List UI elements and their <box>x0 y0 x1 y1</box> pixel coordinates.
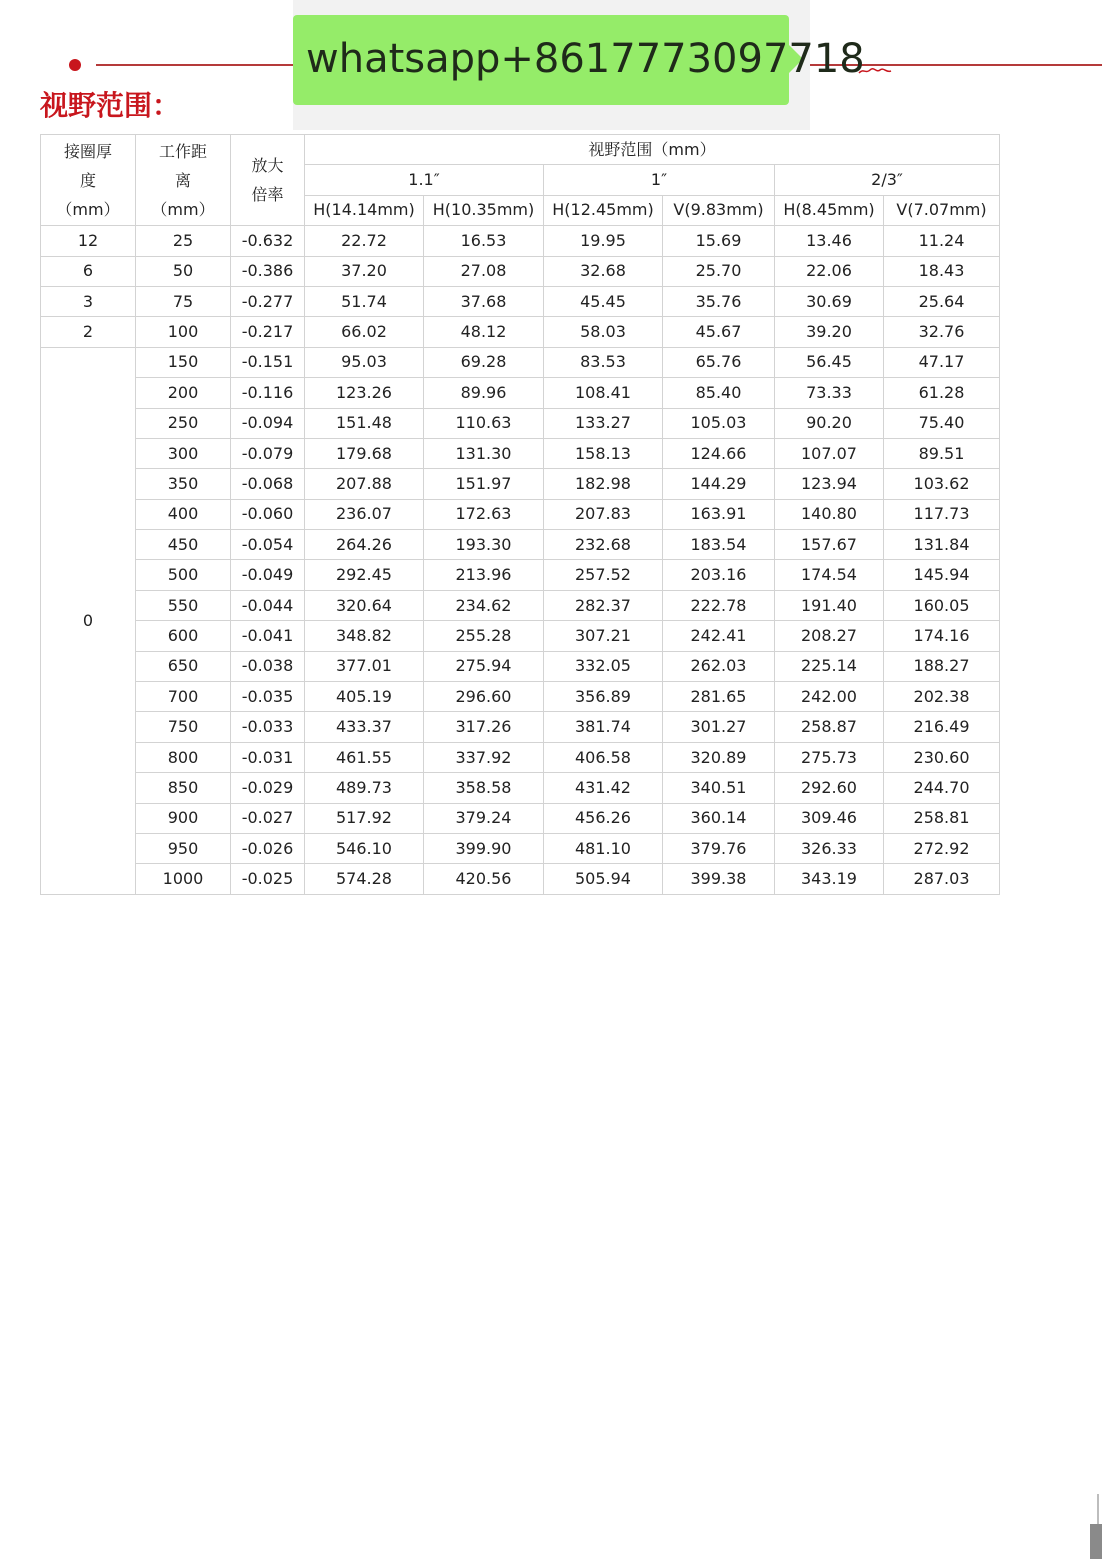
table-row <box>41 438 1000 468</box>
cell-fov-value: 95.03 <box>305 347 424 377</box>
watermark-text: whatsapp+8617773097718 <box>306 36 865 82</box>
table-row <box>41 621 1000 651</box>
cell-fov-value: 230.60 <box>884 742 1000 772</box>
cell-fov-value: 172.63 <box>424 499 544 529</box>
cell-fov-value: 174.54 <box>775 560 884 590</box>
cell-fov-value: 133.27 <box>544 408 663 438</box>
cell-fov-value: 309.46 <box>775 803 884 833</box>
cell-fov-value: 381.74 <box>544 712 663 742</box>
table-row <box>41 682 1000 712</box>
section-title: 视野范围： <box>40 89 181 122</box>
cell-fov-value: 51.74 <box>305 286 424 316</box>
cell-fov-value: 348.82 <box>305 621 424 651</box>
fov-table <box>40 134 1000 895</box>
cell-fov-value: 182.98 <box>544 469 663 499</box>
cell-magnification: -0.094 <box>231 408 305 438</box>
cell-fov-value: 174.16 <box>884 621 1000 651</box>
cell-distance: 25 <box>136 226 231 256</box>
cell-magnification: -0.029 <box>231 773 305 803</box>
cell-fov-value: 236.07 <box>305 499 424 529</box>
cell-fov-value: 420.56 <box>424 864 544 894</box>
cell-fov-value: 83.53 <box>544 347 663 377</box>
cell-fov-value: 90.20 <box>775 408 884 438</box>
cell-fov-value: 110.63 <box>424 408 544 438</box>
table-row <box>41 560 1000 590</box>
cell-magnification: -0.033 <box>231 712 305 742</box>
cell-fov-value: 27.08 <box>424 256 544 286</box>
cell-distance: 800 <box>136 742 231 772</box>
scrollbar-track[interactable] <box>1097 1494 1099 1524</box>
table-row <box>41 803 1000 833</box>
cell-magnification: -0.025 <box>231 864 305 894</box>
cell-fov-value: 244.70 <box>884 773 1000 803</box>
table-row <box>41 651 1000 681</box>
header-spacer-thickness <box>41 135 136 226</box>
cell-fov-value: 505.94 <box>544 864 663 894</box>
cell-fov-value: 399.38 <box>663 864 775 894</box>
cell-spacer: 6 <box>41 256 136 286</box>
cell-magnification: -0.041 <box>231 621 305 651</box>
cell-magnification: -0.632 <box>231 226 305 256</box>
cell-magnification: -0.026 <box>231 833 305 863</box>
cell-fov-value: 61.28 <box>884 378 1000 408</box>
cell-distance: 400 <box>136 499 231 529</box>
cell-fov-value: 275.94 <box>424 651 544 681</box>
header-sensor-1-1: 1.1″ <box>305 165 544 195</box>
table-row <box>41 530 1000 560</box>
cell-fov-value: 326.33 <box>775 833 884 863</box>
cell-fov-value: 258.81 <box>884 803 1000 833</box>
cell-fov-value: 48.12 <box>424 317 544 347</box>
cell-magnification: -0.151 <box>231 347 305 377</box>
cell-fov-value: 105.03 <box>663 408 775 438</box>
cell-fov-value: 193.30 <box>424 530 544 560</box>
cell-fov-value: 332.05 <box>544 651 663 681</box>
cell-fov-value: 131.30 <box>424 438 544 468</box>
cell-fov-value: 287.03 <box>884 864 1000 894</box>
header-dim: V(9.83mm) <box>663 195 775 225</box>
cell-fov-value: 292.60 <box>775 773 884 803</box>
cell-fov-value: 301.27 <box>663 712 775 742</box>
cell-distance: 200 <box>136 378 231 408</box>
cell-fov-value: 22.72 <box>305 226 424 256</box>
table-row <box>41 773 1000 803</box>
header-spacer-line-1: 接圈厚 <box>63 141 112 161</box>
cell-fov-value: 69.28 <box>424 347 544 377</box>
cell-fov-value: 202.38 <box>884 682 1000 712</box>
cell-distance: 900 <box>136 803 231 833</box>
cell-fov-value: 117.73 <box>884 499 1000 529</box>
table-row <box>41 256 1000 286</box>
cell-fov-value: 13.46 <box>775 226 884 256</box>
cell-distance: 700 <box>136 682 231 712</box>
cell-fov-value: 45.45 <box>544 286 663 316</box>
cell-fov-value: 25.70 <box>663 256 775 286</box>
header-fov-group: 视野范围（mm） <box>305 135 1000 165</box>
cell-fov-value: 107.07 <box>775 438 884 468</box>
cell-fov-value: 272.92 <box>884 833 1000 863</box>
decor-dot <box>69 59 81 71</box>
cell-fov-value: 546.10 <box>305 833 424 863</box>
table-row <box>41 833 1000 863</box>
cell-spacer: 0 <box>41 347 136 894</box>
cell-fov-value: 574.28 <box>305 864 424 894</box>
cell-fov-value: 75.40 <box>884 408 1000 438</box>
cell-fov-value: 15.69 <box>663 226 775 256</box>
header-dim: H(8.45mm) <box>775 195 884 225</box>
cell-fov-value: 317.26 <box>424 712 544 742</box>
cell-fov-value: 234.62 <box>424 590 544 620</box>
cell-magnification: -0.035 <box>231 682 305 712</box>
cell-fov-value: 32.76 <box>884 317 1000 347</box>
cell-distance: 750 <box>136 712 231 742</box>
header-spacer-line-2: 度 <box>79 170 96 190</box>
cell-fov-value: 358.58 <box>424 773 544 803</box>
header-spacer-line-3: （mm） <box>56 199 120 219</box>
cell-fov-value: 461.55 <box>305 742 424 772</box>
cell-fov-value: 73.33 <box>775 378 884 408</box>
cell-fov-value: 431.42 <box>544 773 663 803</box>
cell-fov-value: 405.19 <box>305 682 424 712</box>
cell-magnification: -0.049 <box>231 560 305 590</box>
cell-fov-value: 356.89 <box>544 682 663 712</box>
cell-fov-value: 433.37 <box>305 712 424 742</box>
cell-fov-value: 144.29 <box>663 469 775 499</box>
cell-fov-value: 163.91 <box>663 499 775 529</box>
cell-distance: 350 <box>136 469 231 499</box>
cell-magnification: -0.116 <box>231 378 305 408</box>
cell-fov-value: 157.67 <box>775 530 884 560</box>
cell-fov-value: 207.83 <box>544 499 663 529</box>
cell-fov-value: 320.64 <box>305 590 424 620</box>
table-row <box>41 499 1000 529</box>
cell-fov-value: 207.88 <box>305 469 424 499</box>
cell-fov-value: 377.01 <box>305 651 424 681</box>
cell-fov-value: 66.02 <box>305 317 424 347</box>
cell-magnification: -0.038 <box>231 651 305 681</box>
cell-distance: 1000 <box>136 864 231 894</box>
cell-magnification: -0.054 <box>231 530 305 560</box>
cell-fov-value: 140.80 <box>775 499 884 529</box>
cell-fov-value: 56.45 <box>775 347 884 377</box>
header-mag-line-2: 倍率 <box>251 185 284 205</box>
cell-fov-value: 399.90 <box>424 833 544 863</box>
cell-fov-value: 216.49 <box>884 712 1000 742</box>
cell-fov-value: 145.94 <box>884 560 1000 590</box>
header-mag-line-1: 放大 <box>251 156 284 176</box>
cell-fov-value: 489.73 <box>305 773 424 803</box>
cell-fov-value: 242.41 <box>663 621 775 651</box>
cell-fov-value: 18.43 <box>884 256 1000 286</box>
cell-fov-value: 123.94 <box>775 469 884 499</box>
cell-fov-value: 517.92 <box>305 803 424 833</box>
cell-distance: 450 <box>136 530 231 560</box>
cell-distance: 300 <box>136 438 231 468</box>
cell-fov-value: 379.24 <box>424 803 544 833</box>
cell-fov-value: 37.20 <box>305 256 424 286</box>
header-distance-line-2: 离 <box>174 170 191 190</box>
scrollbar-thumb[interactable] <box>1090 1524 1102 1559</box>
cell-fov-value: 85.40 <box>663 378 775 408</box>
cell-magnification: -0.068 <box>231 469 305 499</box>
table-row <box>41 317 1000 347</box>
cell-fov-value: 11.24 <box>884 226 1000 256</box>
cell-fov-value: 222.78 <box>663 590 775 620</box>
cell-fov-value: 45.67 <box>663 317 775 347</box>
cell-fov-value: 65.76 <box>663 347 775 377</box>
cell-distance: 550 <box>136 590 231 620</box>
cell-magnification: -0.079 <box>231 438 305 468</box>
cell-magnification: -0.031 <box>231 742 305 772</box>
table-row <box>41 408 1000 438</box>
cell-fov-value: 131.84 <box>884 530 1000 560</box>
cell-magnification: -0.027 <box>231 803 305 833</box>
cell-magnification: -0.044 <box>231 590 305 620</box>
cell-fov-value: 258.87 <box>775 712 884 742</box>
header-dim: H(12.45mm) <box>544 195 663 225</box>
cell-fov-value: 255.28 <box>424 621 544 651</box>
cell-fov-value: 275.73 <box>775 742 884 772</box>
cell-fov-value: 281.65 <box>663 682 775 712</box>
table-row <box>41 347 1000 377</box>
cell-fov-value: 16.53 <box>424 226 544 256</box>
cell-magnification: -0.386 <box>231 256 305 286</box>
cell-spacer: 12 <box>41 226 136 256</box>
cell-fov-value: 232.68 <box>544 530 663 560</box>
cell-fov-value: 343.19 <box>775 864 884 894</box>
cell-fov-value: 30.69 <box>775 286 884 316</box>
cell-fov-value: 151.97 <box>424 469 544 499</box>
header-working-distance <box>136 135 231 226</box>
cell-fov-value: 481.10 <box>544 833 663 863</box>
cell-distance: 150 <box>136 347 231 377</box>
table-row <box>41 286 1000 316</box>
cell-fov-value: 225.14 <box>775 651 884 681</box>
cell-fov-value: 160.05 <box>884 590 1000 620</box>
cell-fov-value: 123.26 <box>305 378 424 408</box>
cell-distance: 250 <box>136 408 231 438</box>
cell-fov-value: 124.66 <box>663 438 775 468</box>
cell-fov-value: 25.64 <box>884 286 1000 316</box>
cell-fov-value: 103.62 <box>884 469 1000 499</box>
table-row <box>41 469 1000 499</box>
header-magnification <box>231 135 305 226</box>
table-row <box>41 226 1000 256</box>
cell-fov-value: 360.14 <box>663 803 775 833</box>
cell-fov-value: 296.60 <box>424 682 544 712</box>
header-dim: H(14.14mm) <box>305 195 424 225</box>
cell-distance: 650 <box>136 651 231 681</box>
cell-fov-value: 39.20 <box>775 317 884 347</box>
cell-fov-value: 32.68 <box>544 256 663 286</box>
cell-distance: 100 <box>136 317 231 347</box>
table-row <box>41 742 1000 772</box>
cell-fov-value: 264.26 <box>305 530 424 560</box>
cell-fov-value: 158.13 <box>544 438 663 468</box>
header-sensor-2-3: 2/3″ <box>775 165 1000 195</box>
cell-fov-value: 35.76 <box>663 286 775 316</box>
cell-magnification: -0.060 <box>231 499 305 529</box>
cell-fov-value: 19.95 <box>544 226 663 256</box>
cell-fov-value: 307.21 <box>544 621 663 651</box>
cell-fov-value: 22.06 <box>775 256 884 286</box>
cell-distance: 600 <box>136 621 231 651</box>
cell-fov-value: 108.41 <box>544 378 663 408</box>
cell-fov-value: 340.51 <box>663 773 775 803</box>
cell-fov-value: 213.96 <box>424 560 544 590</box>
cell-distance: 850 <box>136 773 231 803</box>
cell-fov-value: 191.40 <box>775 590 884 620</box>
cell-fov-value: 58.03 <box>544 317 663 347</box>
cell-fov-value: 179.68 <box>305 438 424 468</box>
cell-fov-value: 292.45 <box>305 560 424 590</box>
cell-fov-value: 183.54 <box>663 530 775 560</box>
cell-magnification: -0.217 <box>231 317 305 347</box>
table-row <box>41 378 1000 408</box>
cell-fov-value: 262.03 <box>663 651 775 681</box>
cell-fov-value: 282.37 <box>544 590 663 620</box>
cell-spacer: 3 <box>41 286 136 316</box>
cell-fov-value: 337.92 <box>424 742 544 772</box>
fov-table-body <box>41 226 1000 895</box>
table-row <box>41 712 1000 742</box>
cell-distance: 50 <box>136 256 231 286</box>
cell-fov-value: 203.16 <box>663 560 775 590</box>
fov-table-head <box>41 135 1000 226</box>
cell-distance: 950 <box>136 833 231 863</box>
cell-distance: 500 <box>136 560 231 590</box>
table-row <box>41 864 1000 894</box>
header-dim: V(7.07mm) <box>884 195 1000 225</box>
cell-fov-value: 456.26 <box>544 803 663 833</box>
cell-fov-value: 89.51 <box>884 438 1000 468</box>
cell-fov-value: 37.68 <box>424 286 544 316</box>
cell-fov-value: 151.48 <box>305 408 424 438</box>
header-distance-line-3: （mm） <box>151 199 215 219</box>
table-row <box>41 590 1000 620</box>
cell-fov-value: 242.00 <box>775 682 884 712</box>
cell-fov-value: 257.52 <box>544 560 663 590</box>
header-dim: H(10.35mm) <box>424 195 544 225</box>
header-distance-line-1: 工作距 <box>158 141 207 161</box>
cell-fov-value: 188.27 <box>884 651 1000 681</box>
cell-spacer: 2 <box>41 317 136 347</box>
header-sensor-1: 1″ <box>544 165 775 195</box>
cell-fov-value: 47.17 <box>884 347 1000 377</box>
cell-fov-value: 320.89 <box>663 742 775 772</box>
decor-line-left <box>96 64 294 66</box>
cell-magnification: -0.277 <box>231 286 305 316</box>
cell-fov-value: 89.96 <box>424 378 544 408</box>
cell-fov-value: 406.58 <box>544 742 663 772</box>
cell-distance: 75 <box>136 286 231 316</box>
cell-fov-value: 208.27 <box>775 621 884 651</box>
cell-fov-value: 379.76 <box>663 833 775 863</box>
